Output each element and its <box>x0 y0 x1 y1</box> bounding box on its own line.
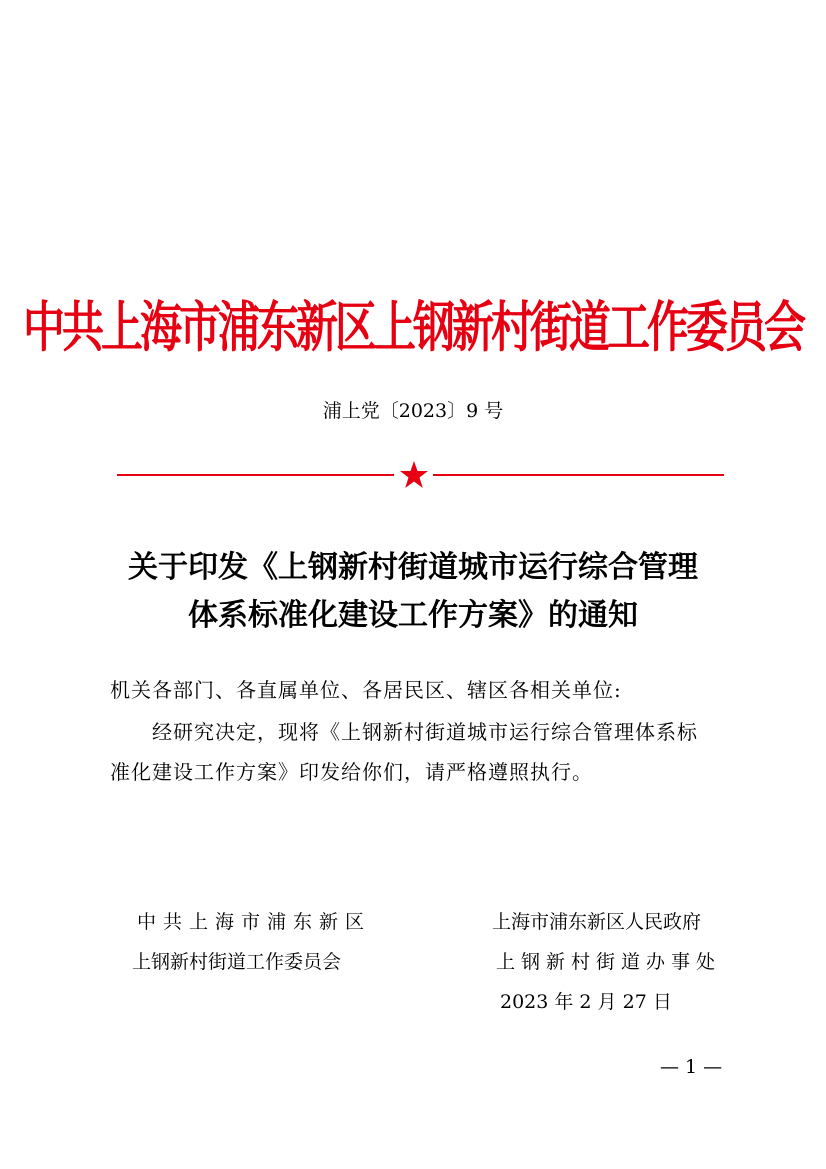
paragraph-line-1: 经研究决定，现将《上钢新村街道城市运行综合管理体系标 <box>152 720 698 744</box>
signature-left-line-1: 中共上海市浦东新区 <box>137 911 372 933</box>
signature-right-line-1: 上海市浦东新区人民政府 <box>492 911 702 933</box>
signature-left-line-2: 上钢新村街道工作委员会 <box>132 951 342 973</box>
document-title-line-2: 体系标准化建设工作方案》的通知 <box>188 598 638 633</box>
signature-date: 2023 年 2 月 27 日 <box>500 991 672 1013</box>
document-title-line-1: 关于印发《上钢新村街道城市运行综合管理 <box>128 550 698 585</box>
signature-right-line-2: 上钢新村街道办事处 <box>496 951 722 973</box>
masthead-title: 中共上海市浦东新区上钢新村街道工作委员会 <box>22 295 803 360</box>
salutation: 机关各部门、各直属单位、各居民区、辖区各相关单位: <box>110 678 622 702</box>
paragraph-line-2: 准化建设工作方案》印发给你们，请严格遵照执行。 <box>110 760 593 784</box>
red-rule-left <box>117 474 394 476</box>
page-number: — 1 — <box>660 1056 723 1078</box>
document-number: 浦上党〔2023〕9 号 <box>322 400 504 422</box>
red-star-icon <box>398 459 430 491</box>
red-rule-right <box>433 474 724 476</box>
